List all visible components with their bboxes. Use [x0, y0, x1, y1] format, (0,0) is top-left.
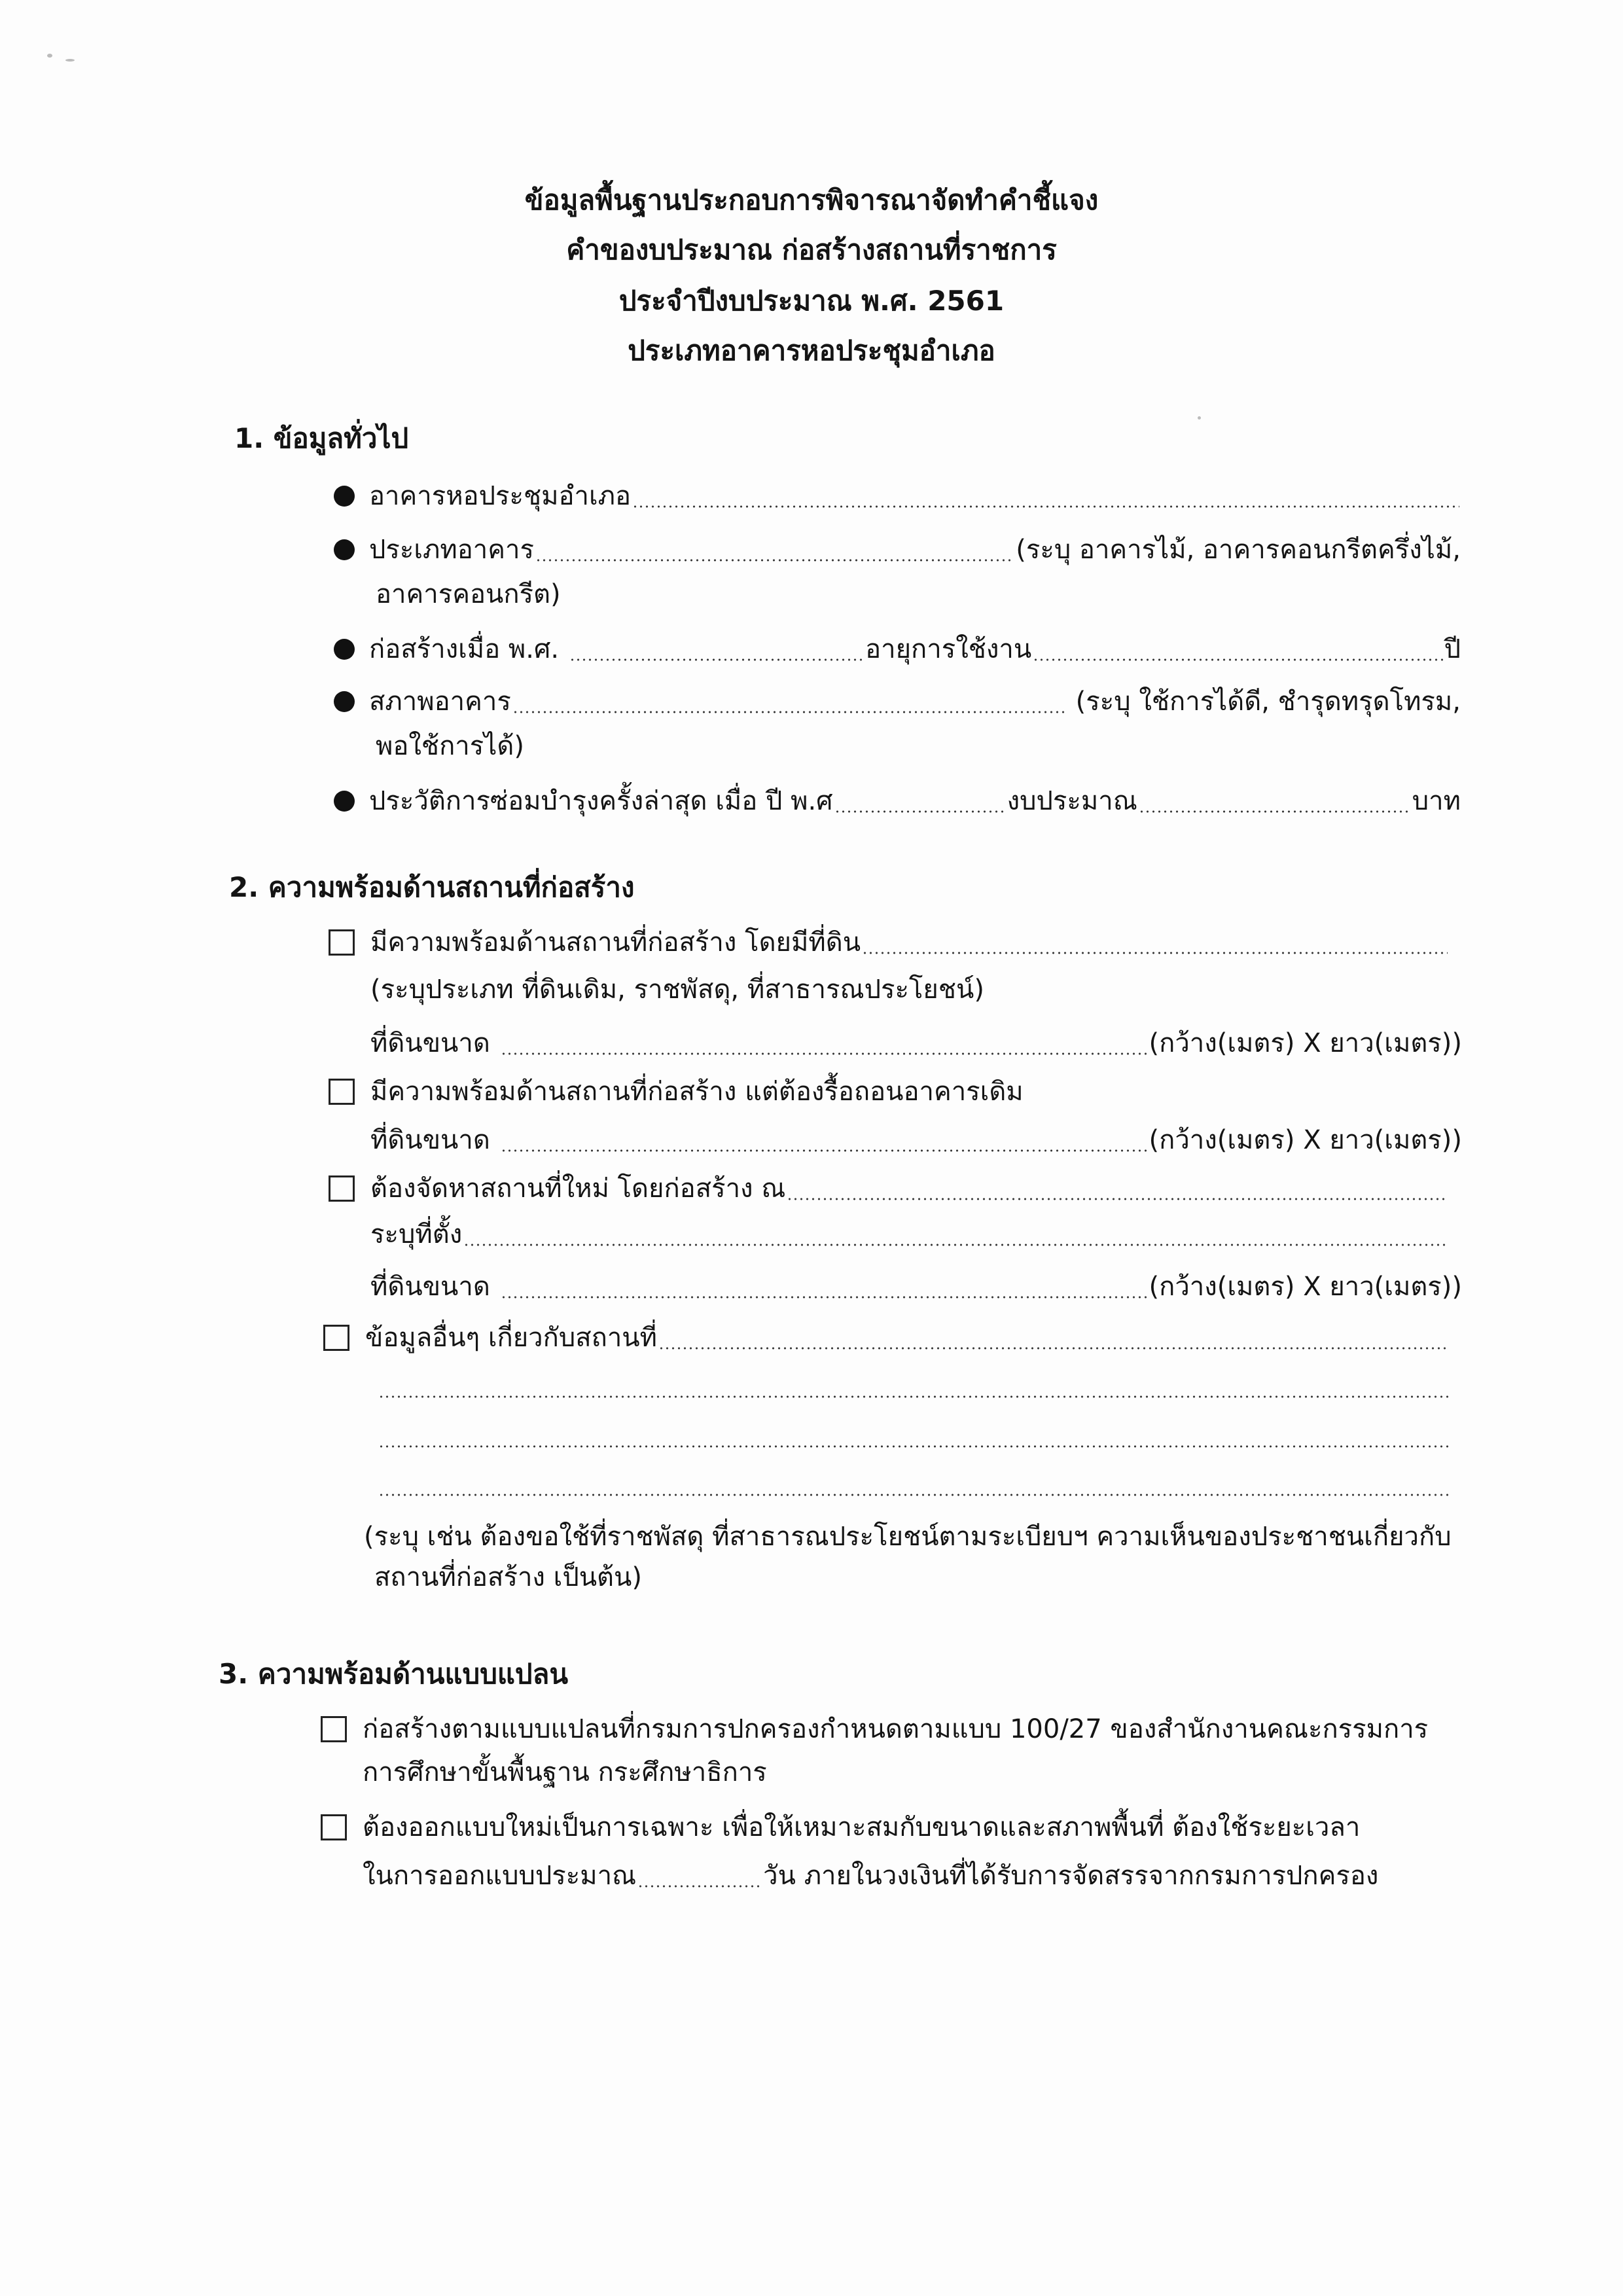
- other-info-line-2: [377, 1368, 1450, 1405]
- site-option-1-label: มีความพร้อมด้านสถานที่ก่อสร้าง โดยมีที่ดิน: [370, 927, 861, 958]
- plan-option-2-row: [321, 1809, 1360, 1846]
- land-size-row-2: [370, 1122, 1462, 1158]
- plan-option-1-line-2: การศึกษาขั้นพื้นฐาน กระศึกษาธิการ: [363, 1757, 767, 1787]
- condition-label: สภาพอาคาร: [369, 687, 511, 717]
- site-option-2-row: [329, 1073, 1024, 1110]
- bullet-icon: [334, 486, 355, 507]
- dimension-hint: (กว้าง(เมตร) X ยาว(เมตร)): [1149, 1125, 1462, 1155]
- dimension-hint: (กว้าง(เมตร) X ยาว(เมตร)): [1149, 1028, 1462, 1058]
- scan-speck: [65, 59, 75, 62]
- form-title-line-2: คำของบประมาณ ก่อสร้างสถานที่ราชการ: [566, 234, 1057, 266]
- condition-input[interactable]: [512, 711, 1065, 713]
- built-year-label: ก่อสร้างเมื่อ พ.ศ.: [369, 634, 560, 664]
- building-type-label: ประเภทอาคาร: [369, 535, 534, 565]
- design-duration-suffix: วัน ภายในวงเงินที่ได้รับการจัดสรรจากกรมการปกครอง: [763, 1861, 1379, 1891]
- site-option-3-label: ต้องจัดหาสถานที่ใหม่ โดยก่อสร้าง ณ: [370, 1174, 786, 1204]
- baht-unit: บาท: [1412, 786, 1461, 816]
- bullet-icon: [334, 639, 355, 660]
- land-size-row-1: [370, 1025, 1462, 1062]
- site-option-2-checkbox[interactable]: [329, 1079, 355, 1105]
- repair-history-row: [334, 783, 1461, 819]
- site-option-1-row: [329, 924, 1449, 961]
- plan-option-1-row: [321, 1711, 1428, 1748]
- built-year-input[interactable]: [569, 658, 864, 661]
- bullet-icon: [334, 691, 355, 712]
- year-unit: ปี: [1444, 634, 1461, 664]
- section-3-heading: 3. ความพร้อมด้านแบบแปลน: [219, 1658, 569, 1690]
- site-option-1-hint: (ระบุประเภท ที่ดินเดิม, ราชพัสดุ, ที่สาธารณประโยชน์): [370, 975, 984, 1005]
- budget-input[interactable]: [1139, 810, 1411, 813]
- scan-speck: [1198, 416, 1201, 420]
- building-input[interactable]: [632, 505, 1459, 508]
- new-site-input[interactable]: [787, 1198, 1448, 1200]
- location-input[interactable]: [463, 1244, 1448, 1246]
- building-type-input[interactable]: [535, 559, 1014, 562]
- dimension-hint: (กว้าง(เมตร) X ยาว(เมตร)): [1149, 1272, 1462, 1302]
- built-year-row: [334, 631, 1461, 668]
- bullet-icon: [334, 539, 355, 560]
- other-info-input-4[interactable]: [378, 1494, 1449, 1496]
- bullet-icon: [334, 791, 355, 812]
- land-type-input[interactable]: [862, 952, 1448, 954]
- age-input[interactable]: [1033, 658, 1442, 661]
- land-size-input-3[interactable]: [501, 1296, 1148, 1299]
- site-option-3-checkbox[interactable]: [329, 1175, 355, 1202]
- condition-hint: (ระบุ ใช้การได้ดี, ชำรุดทรุดโทรม,: [1075, 687, 1461, 717]
- condition-hint-2: พอใช้การได้): [376, 731, 524, 761]
- repair-label: ประวัติการซ่อมบำรุงครั้งล่าสุด เมื่อ ปี พ.ศ: [369, 786, 833, 816]
- site-option-1-checkbox[interactable]: [329, 929, 355, 956]
- other-info-input-1[interactable]: [658, 1347, 1449, 1350]
- land-size-input-2[interactable]: [501, 1149, 1148, 1152]
- plan-option-1-label: ก่อสร้างตามแบบแปลนที่กรมการปกครองกำหนดตามแบบ 100/27 ของสำนักงานคณะกรรมการ: [363, 1714, 1429, 1744]
- site-note-line-2: สถานที่ก่อสร้าง เป็นต้น): [374, 1562, 642, 1592]
- land-size-label: ที่ดินขนาด: [370, 1028, 490, 1058]
- land-size-row-3: [370, 1268, 1462, 1305]
- land-size-input-1[interactable]: [501, 1052, 1148, 1055]
- form-title-line-3: ประจำปีงบประมาณ พ.ศ. 2561: [618, 285, 1005, 317]
- plan-option-2-line-2: [363, 1857, 1378, 1894]
- location-label: ระบุที่ตั้ง: [370, 1219, 463, 1249]
- form-title-line-4: ประเภทอาคารหอประชุมอำเภอ: [628, 334, 995, 367]
- building-type-row: [334, 531, 1461, 568]
- other-info-input-3[interactable]: [378, 1445, 1449, 1448]
- plan-option-1-checkbox[interactable]: [321, 1716, 347, 1742]
- form-title-line-1: ข้อมูลพื้นฐานประกอบการพิจารณาจัดทำคำชี้แจง: [524, 184, 1099, 216]
- site-option-4-label: ข้อมูลอื่นๆ เกี่ยวกับสถานที่: [365, 1323, 658, 1353]
- repair-year-input[interactable]: [834, 810, 1006, 813]
- condition-row: [334, 683, 1461, 720]
- site-option-4-checkbox[interactable]: [323, 1325, 349, 1351]
- land-size-label: ที่ดินขนาด: [370, 1272, 490, 1302]
- building-type-hint: (ระบุ อาคารไม้, อาคารคอนกรีตครึ่งไม้,: [1016, 535, 1461, 565]
- other-info-input-2[interactable]: [378, 1395, 1449, 1398]
- location-row: [370, 1216, 1449, 1253]
- plan-option-2-checkbox[interactable]: [321, 1814, 347, 1840]
- other-info-line-4: [377, 1466, 1450, 1503]
- scan-speck: [47, 54, 52, 58]
- other-info-line-3: [377, 1418, 1450, 1454]
- building-type-hint-2: อาคารคอนกรีต): [376, 579, 561, 609]
- site-option-2-label: มีความพร้อมด้านสถานที่ก่อสร้าง แต่ต้องรื้อถอนอาคารเดิม: [370, 1077, 1024, 1107]
- design-days-input[interactable]: [637, 1885, 762, 1888]
- general-building-row: [334, 478, 1461, 514]
- design-duration-label: ในการออกแบบประมาณ: [363, 1861, 637, 1891]
- site-option-4-row: [323, 1319, 1450, 1356]
- age-label: อายุการใช้งาน: [865, 634, 1032, 664]
- building-label: อาคารหอประชุมอำเภอ: [369, 481, 631, 511]
- site-note-line-1: (ระบุ เช่น ต้องขอใช้ที่ราชพัสดุ ที่สาธารณประโยชน์ตามระเบียบฯ ความเห็นของประชาชนเกี่ยวกับ: [364, 1522, 1452, 1552]
- budget-label: งบประมาณ: [1007, 786, 1137, 816]
- section-1-heading: 1. ข้อมูลทั่วไป: [234, 422, 409, 454]
- plan-option-2-label: ต้องออกแบบใหม่เป็นการเฉพาะ เพื่อให้เหมาะสมกับขนาดและสภาพพื้นที่ ต้องใช้ระยะเวลา: [363, 1812, 1361, 1842]
- site-option-3-row: [329, 1170, 1449, 1207]
- section-2-heading: 2. ความพร้อมด้านสถานที่ก่อสร้าง: [229, 871, 635, 903]
- land-size-label: ที่ดินขนาด: [370, 1125, 490, 1155]
